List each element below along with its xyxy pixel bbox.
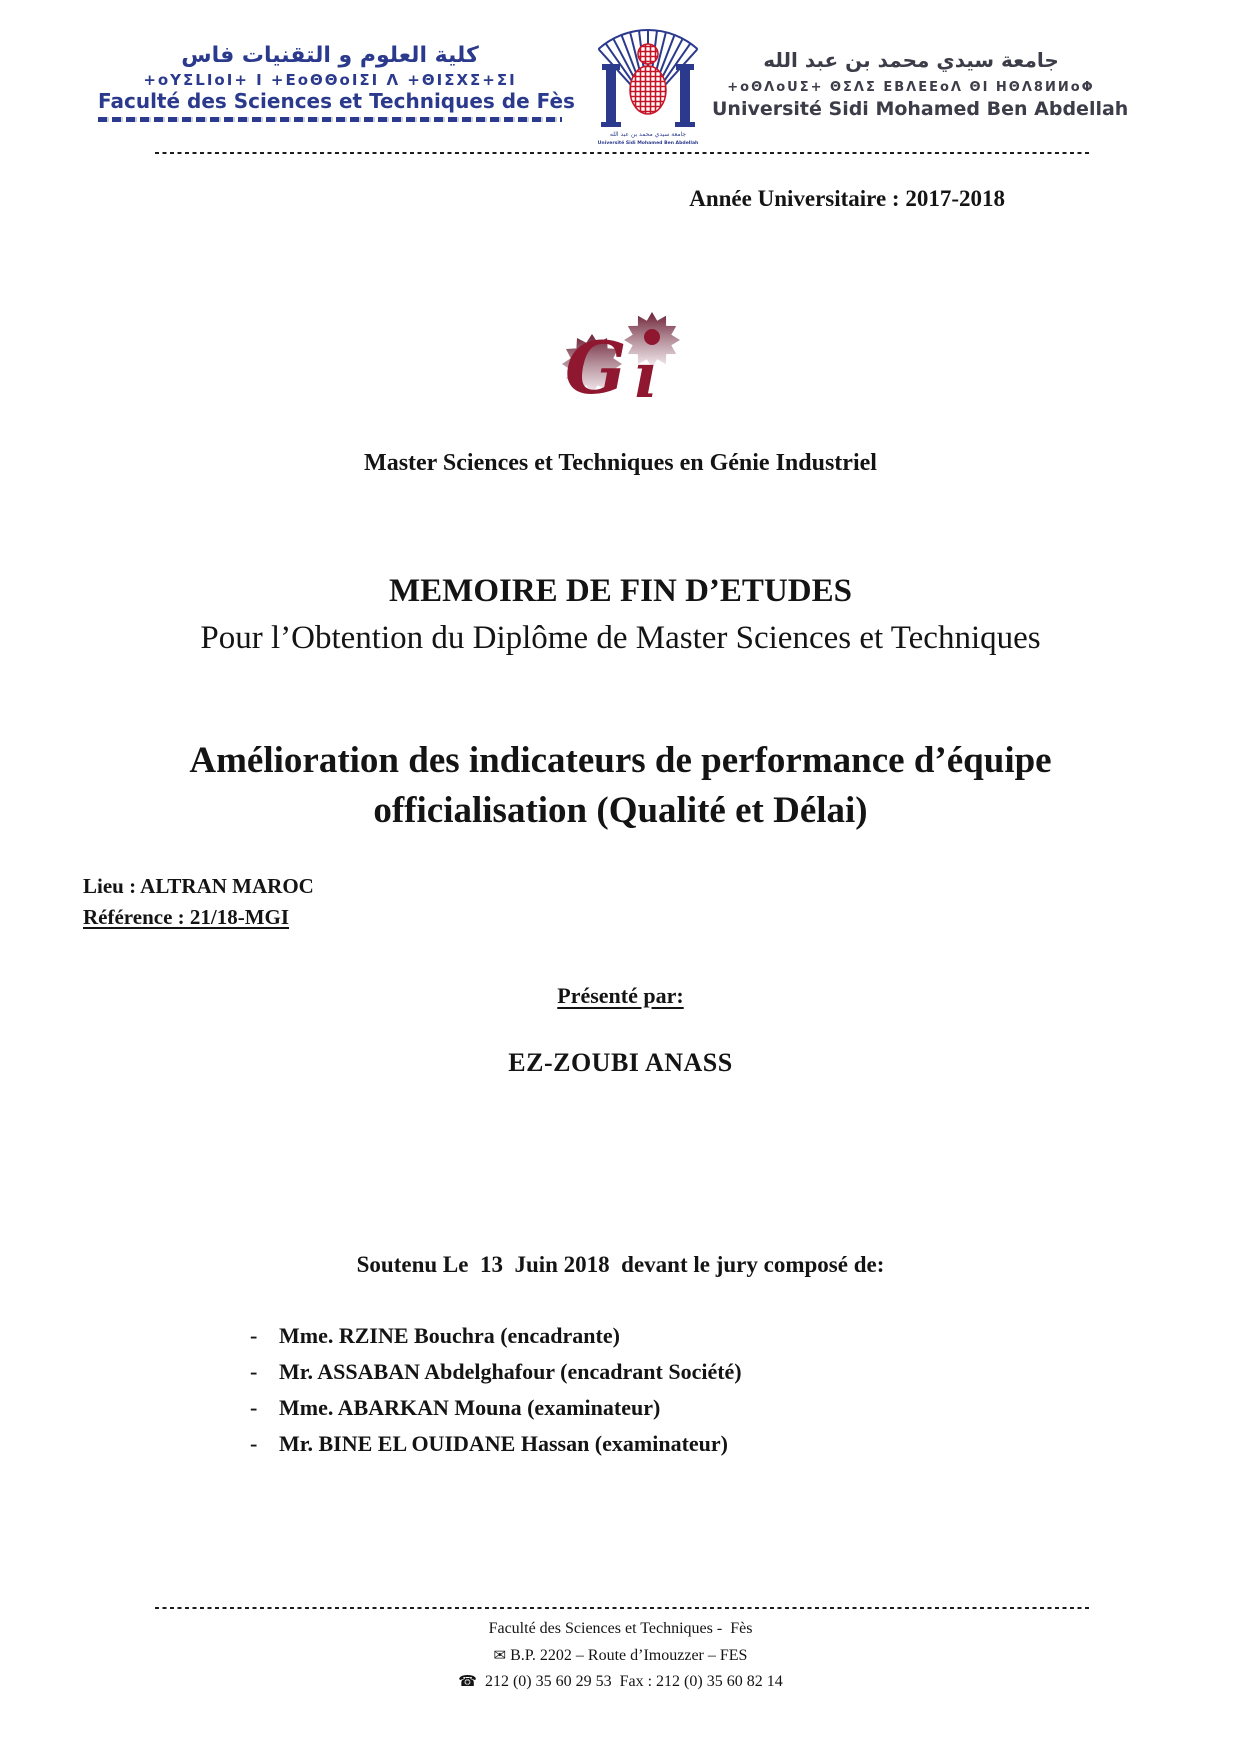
memoir-title: MEMOIRE DE FIN D’ETUDES (389, 573, 852, 609)
jury-member-name: Mme. ABARKAN Mouna (examinateur) (279, 1395, 661, 1420)
jury-member (250, 1390, 742, 1426)
fst-french-name: Faculté des Sciences et Techniques de Fès (98, 89, 575, 113)
genie-industriel-logo-icon (553, 296, 687, 400)
mail-icon: ✉ (493, 1646, 507, 1664)
footer-phone-text: 212 (0) 35 60 29 53 Fax : 212 (0) 35 60 82 14 (484, 1673, 783, 1690)
thesis-title-line1: Amélioration des indicateurs de performance d’équipe (189, 740, 1052, 781)
academic-year: Année Universitaire : 2017-2018 (689, 186, 1005, 211)
jury-list (250, 1318, 742, 1462)
jury-member-name: Mr. ASSABAN Abdelghafour (encadrant Société) (279, 1359, 742, 1384)
fst-logo (98, 42, 575, 122)
usmba-arabic-name: جامعة سيدي محمد بن عبد الله (763, 48, 1059, 72)
memoir-subtitle: Pour l’Obtention du Diplôme de Master Sciences et Techniques (200, 620, 1041, 656)
bullet-dash: - (250, 1431, 258, 1456)
bullet-dash: - (250, 1395, 258, 1420)
internship-location: Lieu : ALTRAN MAROC (83, 874, 314, 898)
fst-tifinagh-name: +oYΣLIoI+ I +EoΘΘoIΣI Λ +ΘIΣXΣ+ΣI (143, 71, 517, 89)
fst-logo-underline (98, 117, 562, 122)
gi-letter-g: G (565, 325, 627, 400)
usmba-logo (712, 48, 1129, 121)
defense-statement: Soutenu Le 13 Juin 2018 devant le jury composé de: (356, 1252, 885, 1277)
jury-member-name: Mme. RZINE Bouchra (encadrante) (279, 1323, 620, 1348)
jury-member-name: Mr. BINE EL OUIDANE Hassan (examinateur) (279, 1431, 728, 1456)
phone-icon: ☎ (458, 1672, 477, 1690)
reference-number: Référence : 21/18-MGI (83, 905, 290, 929)
header-divider (155, 152, 1092, 154)
usmba-french-name: Université Sidi Mohamed Ben Abdellah (712, 98, 1129, 120)
emblem-caption-french: Université Sidi Mohamed Ben Abdellah (598, 141, 698, 146)
author-name: EZ-ZOUBI ANASS (508, 1048, 733, 1077)
presented-by-label: Présenté par: (557, 983, 684, 1008)
bullet-dash: - (250, 1359, 258, 1384)
footer-address (0, 1646, 1241, 1665)
usmba-tifinagh-name: +oΘΛoUΣ+ ΘΣΛΣ ΕΒΛΕΕoΛ ΘΙ ΗΘΛ8ИИoΦ (727, 80, 1095, 95)
bullet-dash: - (250, 1323, 258, 1348)
footer-phone (0, 1672, 1241, 1691)
thesis-title-line2: officialisation (Qualité et Délai) (373, 790, 868, 831)
thesis-title (0, 736, 1241, 836)
jury-member (250, 1426, 742, 1462)
usmba-emblem-icon (598, 24, 698, 148)
gi-letter-i: ı (633, 339, 657, 400)
footer-divider (155, 1607, 1092, 1609)
emblem-caption-arabic: جامعة سيدي محمد بن عبد الله (609, 131, 687, 138)
footer-faculty: Faculté des Sciences et Techniques - Fès (488, 1620, 753, 1637)
jury-member (250, 1318, 742, 1354)
jury-member (250, 1354, 742, 1390)
program-name: Master Sciences et Techniques en Génie Industriel (364, 450, 877, 476)
footer-address-text: B.P. 2202 – Route d’Imouzzer – FES (510, 1647, 748, 1664)
fst-arabic-name: كلية العلوم و التقنيات فاس (181, 43, 479, 68)
